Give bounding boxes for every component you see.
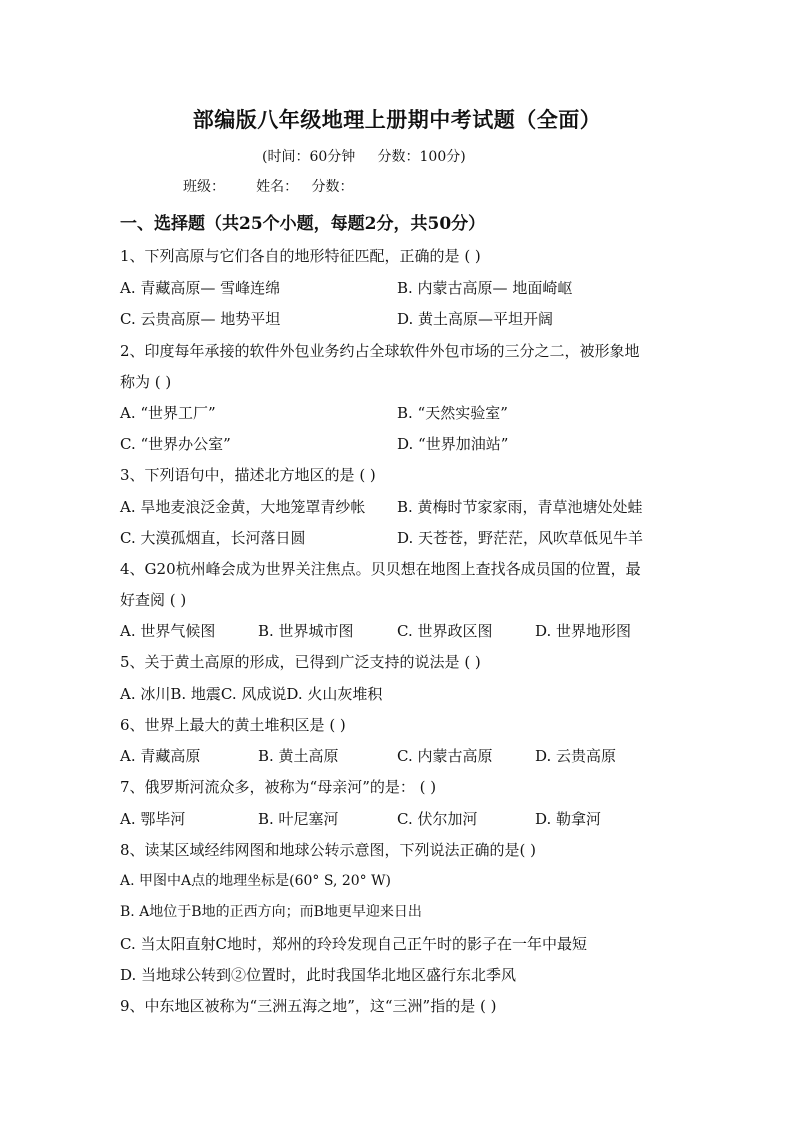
q4-option-c: C. 世界政区图 [397, 622, 493, 640]
student-info-line: 班级： 姓名： 分数： [183, 179, 354, 195]
time-score-line: (时间：60分钟 分数：100分) [262, 149, 466, 165]
question-5-stem: 5、关于黄土高原的形成，已得到广泛支持的说法是 ( ) [120, 653, 481, 671]
q2-option-c: C. “世界办公室” [120, 435, 231, 453]
question-6-stem: 6、世界上最大的黄土堆积区是 ( ) [120, 716, 346, 734]
q7-option-a: A. 鄂毕河 [120, 810, 186, 828]
question-4-stem: 4、G20杭州峰会成为世界关注焦点。贝贝想在地图上查找各成员国的位置，最 [120, 560, 641, 578]
q3-option-d: D. 天苍苍，野茫茫，风吹草低见牛羊 [397, 529, 644, 547]
question-9-stem: 9、中东地区被称为“三洲五海之地”，这“三洲”指的是 ( ) [120, 997, 497, 1015]
q4-option-a: A. 世界气候图 [120, 622, 216, 640]
question-4-stem-cont: 好查阅 ( ) [120, 591, 187, 609]
q1-option-b: B. 内蒙古高原— 地面崎岖 [397, 279, 573, 297]
q7-option-c: C. 伏尔加河 [397, 810, 478, 828]
q7-option-d: D. 勒拿河 [535, 810, 602, 828]
q5-options: A. 冰川B. 地震C. 风成说D. 火山灰堆积 [120, 685, 383, 703]
q1-option-d: D. 黄土高原—平坦开阔 [397, 310, 554, 328]
page-title: 部编版八年级地理上册期中考试题（全面） [192, 107, 602, 132]
q8-option-c: C. 当太阳直射C地时，郑州的玲玲发现自己正午时的影子在一年中最短 [120, 935, 587, 953]
q6-option-c: C. 内蒙古高原 [397, 747, 493, 765]
question-3-stem: 3、下列语句中，描述北方地区的是 ( ) [120, 466, 376, 484]
q2-option-d: D. “世界加油站” [397, 435, 509, 453]
question-1-stem: 1、下列高原与它们各自的地形特征匹配，正确的是 ( ) [120, 247, 481, 265]
section-heading: 一、选择题（共25个小题，每题2分，共50分） [120, 214, 486, 234]
q1-option-a: A. 青藏高原— 雪峰连绵 [120, 279, 281, 297]
question-7-stem: 7、俄罗斯河流众多，被称为“母亲河”的是： ( ) [120, 778, 437, 796]
q2-option-a: A. “世界工厂” [120, 404, 216, 422]
q6-option-b: B. 黄土高原 [258, 747, 339, 765]
q4-option-d: D. 世界地形图 [535, 622, 632, 640]
q8-option-d: D. 当地球公转到②位置时，此时我国华北地区盛行东北季风 [120, 966, 517, 984]
q3-option-b: B. 黄梅时节家家雨，青草池塘处处蛙 [397, 498, 643, 516]
q1-option-c: C. 云贵高原— 地势平坦 [120, 310, 281, 328]
q4-option-b: B. 世界城市图 [258, 622, 354, 640]
q3-option-c: C. 大漠孤烟直，长河落日圆 [120, 529, 306, 547]
q2-option-b: B. “天然实验室” [397, 404, 508, 422]
q6-option-d: D. 云贵高原 [535, 747, 617, 765]
q3-option-a: A. 旱地麦浪泛金黄，大地笼罩青纱帐 [120, 498, 366, 516]
question-2-stem-cont: 称为 ( ) [120, 373, 172, 391]
q6-option-a: A. 青藏高原 [120, 747, 201, 765]
q7-option-b: B. 叶尼塞河 [258, 810, 339, 828]
question-2-stem: 2、印度每年承接的软件外包业务约占全球软件外包市场的三分之二，被形象地 [120, 342, 640, 360]
question-8-stem: 8、读某区域经纬网图和地球公转示意图，下列说法正确的是( ) [120, 841, 537, 859]
q8-option-b: B. A地位于B地的正西方向；而B地更早迎来日出 [120, 904, 422, 920]
q8-option-a: A. 甲图中A点的地理坐标是(60° S, 20° W) [120, 873, 391, 889]
